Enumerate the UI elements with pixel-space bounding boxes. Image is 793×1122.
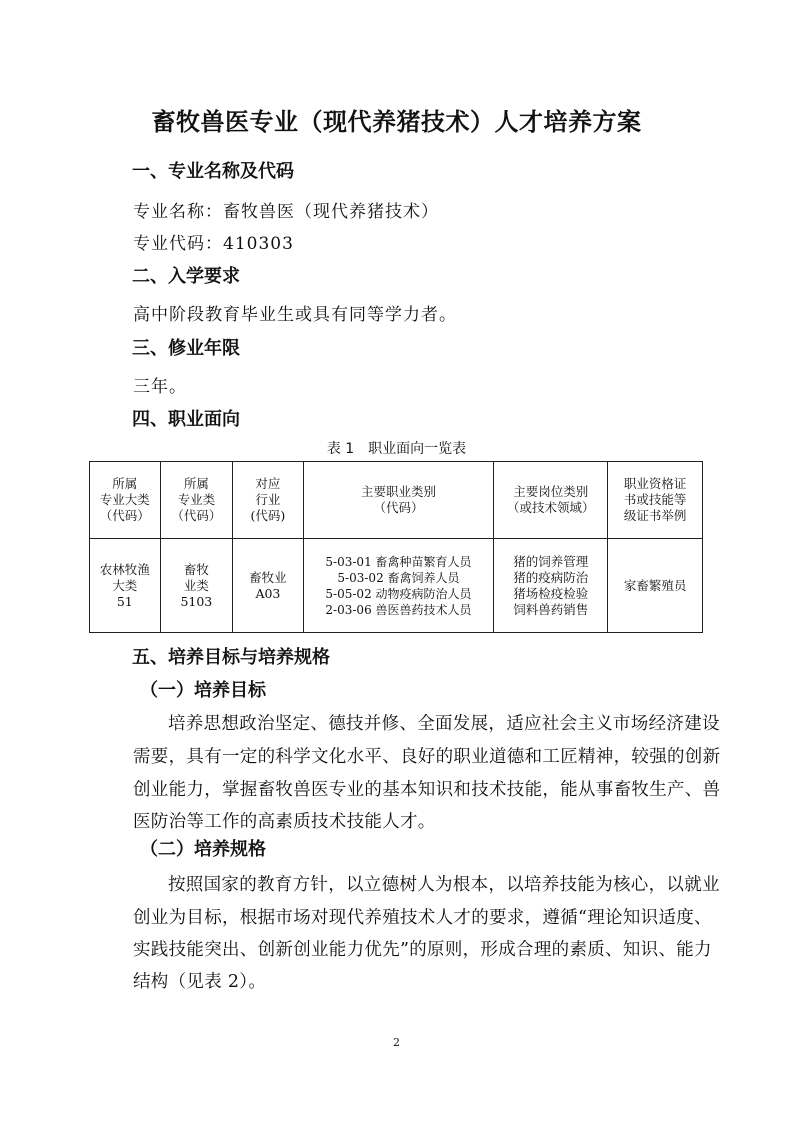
table-cell-occupations <box>303 539 494 633</box>
table-cell-certificates <box>608 539 703 633</box>
admission-text: 高中阶段教育毕业生或具有同等学力者。 <box>133 305 457 325</box>
table-cell-major-category <box>90 539 161 633</box>
specs-paragraph-line: 创业为目标，根据市场对现代养殖技术人才的要求，遵循“理论知识适度、 <box>133 908 712 928</box>
cell-line: 农林牧渔 <box>99 561 150 577</box>
header-line: 所属 <box>112 476 138 491</box>
header-line: 对应 <box>255 476 281 491</box>
header-line: 职业资格证 <box>623 476 687 491</box>
cell-line: 业类 <box>183 577 209 593</box>
subsection-heading-goal: （一）培养目标 <box>140 680 266 701</box>
section-heading-occupation: 四、职业面向 <box>132 409 240 430</box>
header-line: 所属 <box>183 476 209 491</box>
section-heading-admission: 二、入学要求 <box>132 266 240 287</box>
cell-line: 51 <box>116 593 133 609</box>
header-line: （或技术领域） <box>506 500 595 515</box>
major-name-line: 专业名称：畜牧兽医（现代养猪技术） <box>133 202 439 222</box>
table-caption: 表 1 职业面向一览表 <box>326 441 467 457</box>
major-code-line: 专业代码：410303 <box>133 234 294 254</box>
goal-paragraph-line: 培养思想政治坚定、德技并修、全面发展，适应社会主义市场经济建设 <box>168 714 720 734</box>
cell-line: 猪场检疫检验 <box>513 585 589 601</box>
goal-paragraph-line: 需要，具有一定的科学文化水平、良好的职业道德和工匠精神，较强的创新 <box>133 747 721 767</box>
page-number: 2 <box>393 1036 400 1049</box>
specs-paragraph-line: 按照国家的教育方针，以立德树人为根本，以培养技能为核心，以就业 <box>168 875 720 895</box>
section-heading-duration: 三、修业年限 <box>132 338 240 359</box>
table-header-cell <box>608 462 703 539</box>
cell-line: A03 <box>255 585 281 601</box>
goal-paragraph-line: 创业能力，掌握畜牧兽医专业的基本知识和技术技能，能从事畜牧生产、兽 <box>133 780 721 800</box>
cell-line: 饲料兽药销售 <box>513 601 589 617</box>
occupation-table <box>89 461 703 633</box>
cell-line: 猪的疫病防治 <box>513 569 589 585</box>
table-header-cell <box>494 462 608 539</box>
cell-line: 5-03-02 畜禽饲养人员 <box>337 570 460 585</box>
header-line: (代码) <box>250 508 286 523</box>
header-line: 行业 <box>255 492 281 507</box>
cell-line: 家畜繁殖员 <box>623 577 687 593</box>
cell-line: 大类 <box>112 577 138 593</box>
table-row <box>90 539 703 633</box>
table-cell-industry <box>233 539 304 633</box>
table-cell-major-class <box>160 539 233 633</box>
specs-paragraph-line: 结构（见表 2）。 <box>133 972 267 992</box>
document-title: 畜牧兽医专业（现代养猪技术）人才培养方案 <box>151 108 642 136</box>
goal-paragraph-line: 医防治等工作的高素质技术技能人才。 <box>133 812 436 832</box>
cell-line: 5-05-02 动物疫病防治人员 <box>325 586 472 601</box>
header-line: （代码） <box>373 500 424 515</box>
header-line: 专业大类 <box>99 492 150 507</box>
cell-line: 畜牧业 <box>249 569 287 585</box>
table-header-cell <box>90 462 161 539</box>
section-heading-major-name: 一、专业名称及代码 <box>132 161 294 182</box>
cell-line: 畜牧 <box>183 561 209 577</box>
header-line: 级证书举例 <box>623 508 687 523</box>
table-header-row <box>90 462 703 539</box>
duration-text: 三年。 <box>133 377 187 397</box>
table-header-cell <box>233 462 304 539</box>
cell-line: 5103 <box>180 593 213 609</box>
cell-line: 2-03-06 兽医兽药技术人员 <box>325 602 472 617</box>
table-cell-positions <box>494 539 608 633</box>
table-header-cell <box>303 462 494 539</box>
cell-line: 5-03-01 畜禽种苗繁育人员 <box>325 554 472 569</box>
header-line: 主要岗位类别 <box>513 484 589 499</box>
subsection-heading-specs: （二）培养规格 <box>140 839 266 860</box>
header-line: （代码） <box>171 508 222 523</box>
specs-paragraph-line: 实践技能突出、创新创业能力优先”的原则，形成合理的素质、知识、能力 <box>133 940 712 960</box>
cell-line: 猪的饲养管理 <box>513 553 589 569</box>
table-header-cell <box>160 462 233 539</box>
header-line: （代码） <box>99 508 150 523</box>
header-line: 专业类 <box>177 492 216 507</box>
header-line: 主要职业类别 <box>360 484 436 499</box>
section-heading-objectives: 五、培养目标与培养规格 <box>132 647 330 668</box>
header-line: 书或技能等 <box>623 492 687 507</box>
